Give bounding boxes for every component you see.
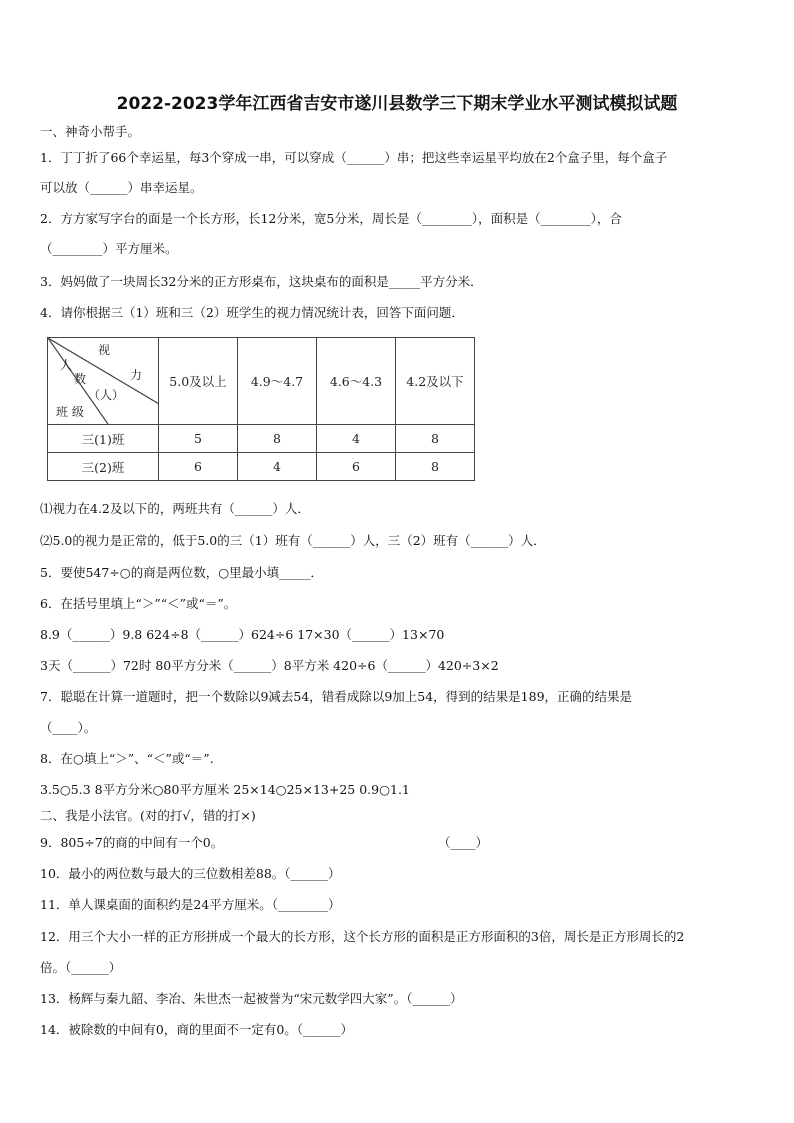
table-header-row	[48, 338, 475, 425]
question-14: 14．被除数的中间有0，商的里面不一定有0。（______）	[40, 1022, 354, 1037]
question-7-line-1: 7．聪聪在计算一道题时，把一个数除以9减去54，错看成除以9加上54，得到的结果是189，正确的结果是	[40, 689, 633, 704]
question-10: 10．最小的两位数与最大的三位数相差88。（______）	[40, 866, 341, 881]
corner-label-shi: 视	[98, 343, 111, 357]
question-2-line-2: （________）平方厘米。	[40, 241, 178, 256]
table-cell: 5	[159, 425, 238, 453]
corner-label-shu: 数	[74, 372, 87, 386]
table-corner-cell	[48, 338, 159, 425]
table-cell: 4	[317, 425, 396, 453]
table-header-cell: 4.2及以下	[396, 338, 475, 425]
question-12-line-1: 12．用三个大小一样的正方形拼成一个最大的长方形，这个长方形的面积是正方形面积的3倍，周长是正方形周长的2	[40, 929, 685, 944]
question-5: 5．要使547÷○的商是两位数，○里最小填_____．	[40, 565, 323, 580]
question-3: 3．妈妈做了一块周长32分米的正方形桌布，这块桌布的面积是_____平方分米．	[40, 274, 483, 289]
section-1-heading: 一、神奇小帮手。	[40, 124, 141, 139]
page-title: 2022-2023学年江西省吉安市遂川县数学三下期末学业水平测试模拟试题	[116, 94, 678, 114]
question-8: 8．在○填上“＞”、“＜”或“＝”.	[40, 751, 214, 766]
table-cell: 4	[238, 453, 317, 481]
table-header-cell: 4.6～4.3	[317, 338, 396, 425]
section-2-heading: 二、我是小法官。(对的打√，错的打×)	[40, 808, 256, 823]
question-4-part-1: ⑴视力在4.2及以下的，两班共有（______）人．	[40, 501, 310, 516]
corner-label-li: 力	[130, 368, 143, 382]
table-class-cell: 三(1)班	[48, 425, 159, 453]
table-row	[48, 425, 475, 453]
question-1-line-2: 可以放（______）串幸运星。	[40, 180, 203, 195]
question-2-line-1: 2．方方家写字台的面是一个长方形，长12分米，宽5分米，周长是（________），面积是（________），合	[40, 211, 622, 226]
question-8-row-1: 3.5○5.3 8平方分米○80平方厘米 25×14○25×13+25 0.9○1.1	[40, 782, 410, 797]
question-6-row-2: 3天（______）72时 80平方分米（______）8平方米 420÷6（______）420÷3×2	[40, 658, 499, 673]
table-cell: 8	[396, 453, 475, 481]
question-6-row-1: 8.9（______）9.8 624÷8（______）624÷6 17×30（______）13×70	[40, 627, 445, 642]
question-7-line-2: （____）。	[40, 720, 97, 735]
table-cell: 6	[159, 453, 238, 481]
question-9-answer-paren: （____）	[438, 835, 489, 850]
table-row	[48, 453, 475, 481]
question-13: 13．杨辉与秦九韶、李冶、朱世杰一起被誉为“宋元数学四大家”。（______）	[40, 991, 463, 1006]
question-12-line-2: 倍。（______）	[40, 960, 122, 975]
question-1-line-1: 1．丁丁折了66个幸运星，每3个穿成一串，可以穿成（______）串；把这些幸运星平均放在2个盒子里，每个盒子	[40, 150, 668, 165]
table-class-cell: 三(2)班	[48, 453, 159, 481]
table-cell: 6	[317, 453, 396, 481]
table-header-cell: 5.0及以上	[159, 338, 238, 425]
question-9: 9．805÷7的商的中间有一个0。	[40, 835, 224, 850]
corner-label-class: 班 级	[56, 405, 84, 419]
corner-label-unit: （人）	[88, 388, 125, 402]
table-cell: 8	[238, 425, 317, 453]
question-6: 6．在括号里填上“＞”“＜”或“＝”。	[40, 596, 237, 611]
question-11: 11．单人课桌面的面积约是24平方厘米。（________）	[40, 897, 341, 912]
table-cell: 8	[396, 425, 475, 453]
vision-table	[47, 337, 475, 481]
question-4: 4．请你根据三（1）班和三（2）班学生的视力情况统计表，回答下面问题．	[40, 305, 464, 320]
table-header-cell: 4.9～4.7	[238, 338, 317, 425]
question-4-part-2: ⑵5.0的视力是正常的，低于5.0的三（1）班有（______）人，三（2）班有（______）人．	[40, 533, 546, 548]
corner-label-ren: 人	[60, 358, 73, 372]
